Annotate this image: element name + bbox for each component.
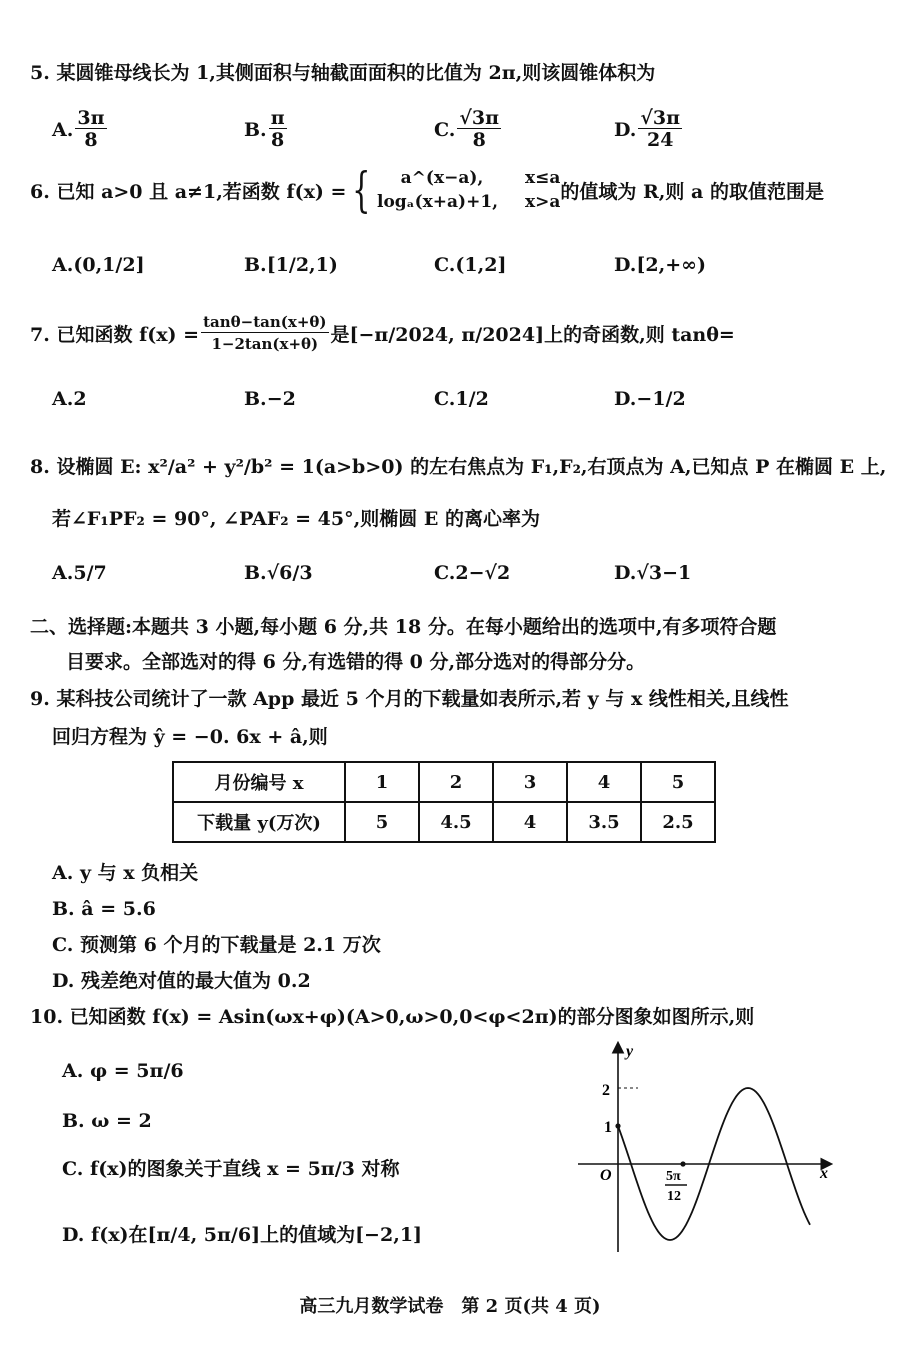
- q6-option-a: A. (0,1/2]: [52, 254, 145, 276]
- y-axis-label: y: [626, 1043, 634, 1060]
- q10-stem: 10. 已知函数 f(x) = Asin(ωx+φ)(A>0,ω>0,0<φ<2π)的部分图象如图所示,则: [30, 1006, 755, 1028]
- q8-option-b: B. √6/3: [244, 562, 313, 584]
- table-cell: 4: [493, 802, 567, 842]
- download-table: [172, 761, 716, 843]
- table-row: [173, 802, 715, 842]
- q5-option-b: B. $\frac{\pi}{8}$: [244, 107, 285, 151]
- q6-option-c: C. (1,2]: [434, 254, 507, 276]
- tick-label-x-den: 12: [667, 1189, 681, 1204]
- q9-option-a: A. y 与 x 负相关: [52, 862, 199, 884]
- q5-option-d: D. $\frac{√3\pi}{24}$: [614, 107, 681, 151]
- q5-option-c: C. $\frac{√3\pi}{8}$: [434, 107, 500, 151]
- brace-icon: {: [352, 162, 371, 218]
- q6-stem: 6. 已知 a>0 且 a≠1,若函数 f(x) = { a^(x−a), x≤a logₐ(x+a)+1, x>a 的值域为 R,则 a 的取值范围是: [30, 162, 824, 218]
- q7-option-b: B. −2: [244, 388, 296, 410]
- q8-line1: 8. 设椭圆 E: x²/a² + y²/b² = 1(a>b>0) 的左右焦点为 F₁,F₂,右顶点为 A,已知点 P 在椭圆 E 上,: [30, 456, 887, 478]
- q9-option-c: C. 预测第 6 个月的下载量是 2.1 万次: [52, 934, 381, 956]
- q8-line2: 若∠F₁PF₂ = 90°, ∠PAF₂ = 45°,则椭圆 E 的离心率为: [52, 508, 540, 530]
- q7-option-a: A. 2: [52, 388, 87, 410]
- q7-stem: 7. 已知函数 f(x) = $\frac{\tan\theta-\tan(x+\theta)}{1-2\tan(x+\theta)}$ 是[−π/2024, π/2024]上的奇函数,则 tanθ=: [30, 313, 735, 353]
- q9-option-b: B. â = 5.6: [52, 898, 156, 920]
- piecewise-def: a^(x−a), x≤a logₐ(x+a)+1, x>a: [377, 168, 561, 212]
- q7-option-c: C. 1/2: [434, 388, 489, 410]
- table-cell: 1: [345, 762, 419, 802]
- q10-option-a: A. φ = 5π/6: [62, 1060, 184, 1082]
- q5-stem: 5. 某圆锥母线长为 1,其侧面积与轴截面面积的比值为 2π,则该圆锥体积为: [30, 62, 656, 84]
- table-cell: 5: [345, 802, 419, 842]
- origin-label: O: [600, 1167, 612, 1184]
- q6-option-d: D. [2,+∞): [614, 254, 706, 276]
- table-cell: 4.5: [419, 802, 493, 842]
- q10-option-b: B. ω = 2: [62, 1110, 152, 1132]
- q10-option-d: D. f(x)在[π/4, 5π/6]上的值域为[−2,1]: [62, 1224, 423, 1246]
- table-cell: 2.5: [641, 802, 715, 842]
- section2-line2: 目要求。全部选对的得 6 分,有选错的得 0 分,部分选对的得部分分。: [66, 651, 646, 673]
- table-cell: 3: [493, 762, 567, 802]
- table-cell: 5: [641, 762, 715, 802]
- point-zero: [680, 1161, 685, 1166]
- q9-line1: 9. 某科技公司统计了一款 App 最近 5 个月的下载量如表所示,若 y 与 x 线性相关,且线性: [30, 688, 789, 710]
- table-header-cell: 月份编号 x: [173, 762, 345, 802]
- table-cell: 2: [419, 762, 493, 802]
- q5-option-a: A. $\frac{3\pi}{8}$: [52, 107, 105, 151]
- q8-option-d: D. √3−1: [614, 562, 692, 584]
- section2-line1: 二、选择题:本题共 3 小题,每小题 6 分,共 18 分。在每小题给出的选项中,有多项符合题: [30, 616, 777, 638]
- q6-option-b: B. [1/2,1): [244, 254, 338, 276]
- q10-option-c: C. f(x)的图象关于直线 x = 5π/3 对称: [62, 1158, 400, 1180]
- table-cell: 4: [567, 762, 641, 802]
- point-0-1: [615, 1123, 620, 1128]
- q7-option-d: D. −1/2: [614, 388, 686, 410]
- sine-graph: [574, 1038, 840, 1260]
- q9-line2: 回归方程为 ŷ = −0. 6x + â,则: [52, 726, 328, 748]
- q8-option-a: A. 5/7: [52, 562, 107, 584]
- x-axis-label: x: [820, 1165, 828, 1182]
- tick-label-2: 2: [602, 1082, 610, 1099]
- table-row: [173, 762, 715, 802]
- q8-option-c: C. 2−√2: [434, 562, 511, 584]
- page-footer: 高三九月数学试卷 第 2 页(共 4 页): [299, 1296, 601, 1317]
- table-cell: 3.5: [567, 802, 641, 842]
- tick-label-x-num: 5π: [666, 1169, 681, 1184]
- tick-label-1: 1: [604, 1119, 612, 1136]
- q9-option-d: D. 残差绝对值的最大值为 0.2: [52, 970, 311, 992]
- table-header-cell: 下载量 y(万次): [173, 802, 345, 842]
